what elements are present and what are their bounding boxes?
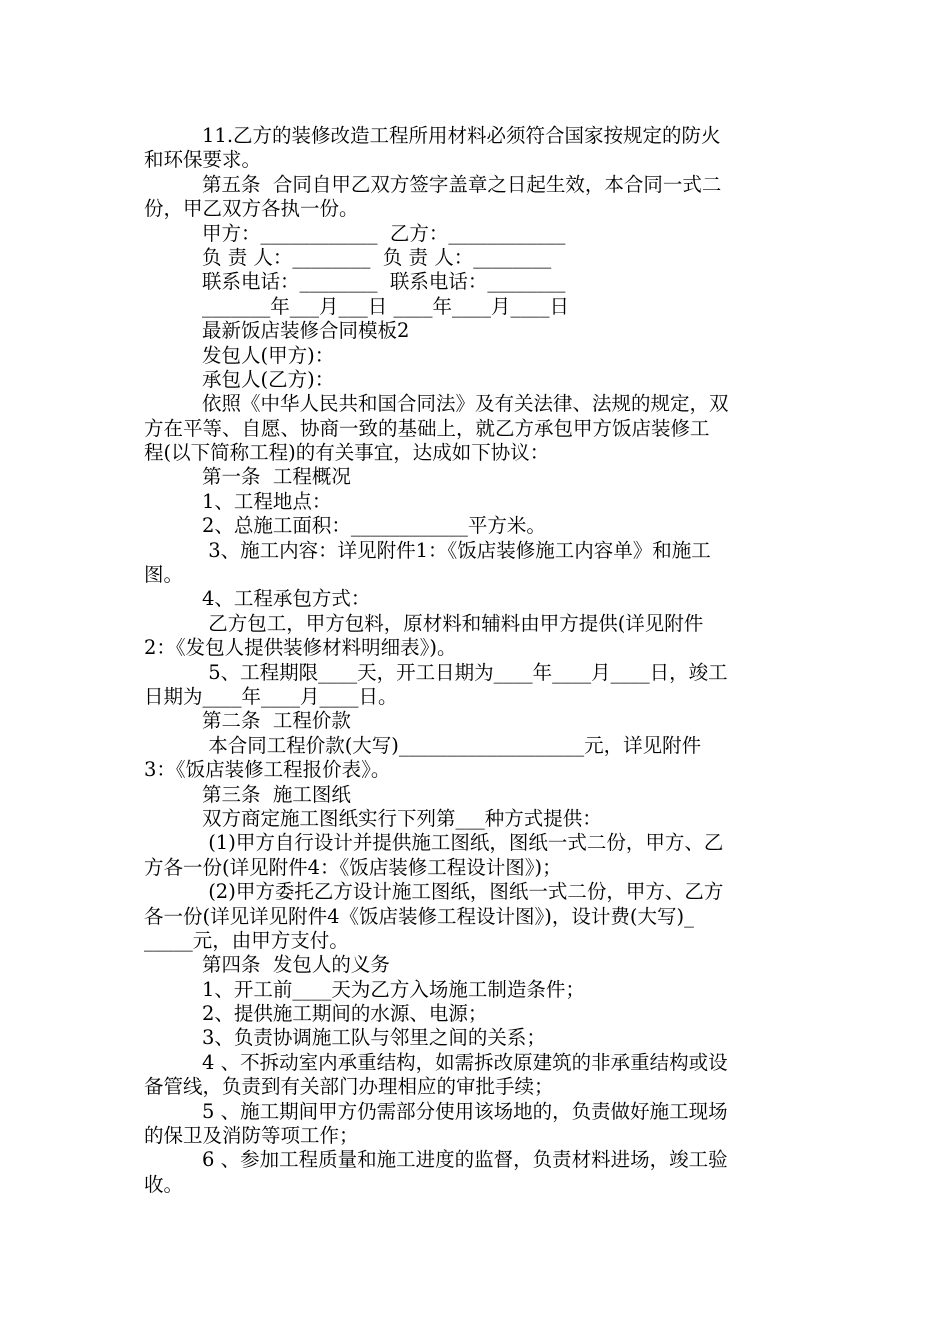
text-line: 3、负责协调施工队与邻里之间的关系；	[202, 1026, 546, 1050]
text-line: 日期为____年____月____日。	[144, 684, 398, 708]
text-line: 1、工程地点：	[202, 489, 332, 513]
text-line: _______年___月___日 ____年____月____日	[202, 294, 569, 318]
text-line: 的保卫及消防等项工作；	[144, 1124, 359, 1148]
text-line: (2)甲方委托乙方设计施工图纸，图纸一式二份，甲方、乙方	[202, 880, 724, 904]
text-line: 1、开工前____天为乙方入场施工制造条件；	[202, 977, 585, 1001]
text-line: 联系电话：________ 联系电话：________	[202, 270, 566, 294]
text-line: 4 、不拆动室内承重结构，如需拆改原建筑的非承重结构或设	[202, 1050, 728, 1074]
text-line: 收。	[144, 1172, 184, 1196]
text-line: 3：《饭店装修工程报价表》。	[144, 758, 391, 782]
text-line: (1)甲方自行设计并提供施工图纸，图纸一式二份，甲方、乙	[202, 831, 724, 855]
text-line: 本合同工程价款(大写)___________________元，详见附件	[202, 733, 702, 757]
text-line: 2：《发包人提供装修材料明细表》)。	[144, 636, 457, 660]
text-line: 方各一份(详见附件4：《饭店装修工程设计图》)；	[144, 855, 562, 879]
text-line: 甲方：____________ 乙方：____________	[202, 221, 566, 245]
text-line: 第二条 工程价款	[202, 709, 351, 733]
text-line: 图。	[144, 563, 184, 587]
text-line: 5、工程期限____天，开工日期为____年____月____日，竣工	[202, 660, 728, 684]
text-line: 最新饭店装修合同模板2	[202, 319, 410, 343]
text-line: 份，甲乙双方各执一份。	[144, 197, 359, 221]
text-line: 第四条 发包人的义务	[202, 953, 390, 977]
text-line: 和环保要求。	[144, 148, 262, 172]
text-line: 2、总施工面积：____________平方米。	[202, 514, 546, 538]
text-line: 5 、施工期间甲方仍需部分使用该场地的，负责做好施工现场	[202, 1099, 728, 1123]
text-line: 2、提供施工期间的水源、电源；	[202, 1002, 488, 1026]
text-line: 发包人(甲方)：	[202, 343, 335, 367]
document-page	[144, 124, 806, 1197]
text-line: 第一条 工程概况	[202, 465, 351, 489]
text-line: 各一份(详见详见附件4《饭店装修工程设计图》)，设计费(大写)_	[144, 904, 694, 928]
text-line: 承包人(乙方)：	[202, 367, 335, 391]
text-line: 备管线，负责到有关部门办理相应的审批手续；	[144, 1075, 554, 1099]
text-line: 乙方包工，甲方包料，原材料和辅料由甲方提供(详见附件	[202, 611, 704, 635]
text-line: _____元，由甲方支付。	[144, 928, 349, 952]
text-line: 4、工程承包方式：	[202, 587, 371, 611]
text-line: 程(以下简称工程)的有关事宜，达成如下协议：	[144, 441, 550, 465]
text-line: 双方商定施工图纸实行下列第___种方式提供：	[202, 806, 602, 830]
text-line: 第三条 施工图纸	[202, 782, 351, 806]
text-line: 负 责 人：________ 负 责 人：________	[202, 245, 552, 269]
text-line: 6 、参加工程质量和施工进度的监督，负责材料进场，竣工验	[202, 1148, 728, 1172]
text-line: 第五条 合同自甲乙双方签字盖章之日起生效，本合同一式二	[202, 172, 722, 196]
text-line: 11.乙方的装修改造工程所用材料必须符合国家按规定的防火	[202, 124, 721, 147]
text-line: 3、施工内容：详见附件1：《饭店装修施工内容单》和施工	[202, 538, 711, 562]
text-line: 方在平等、自愿、协商一致的基础上，就乙方承包甲方饭店装修工	[144, 416, 710, 440]
text-line: 依照《中华人民共和国合同法》及有关法律、法规的规定，双	[202, 392, 729, 416]
